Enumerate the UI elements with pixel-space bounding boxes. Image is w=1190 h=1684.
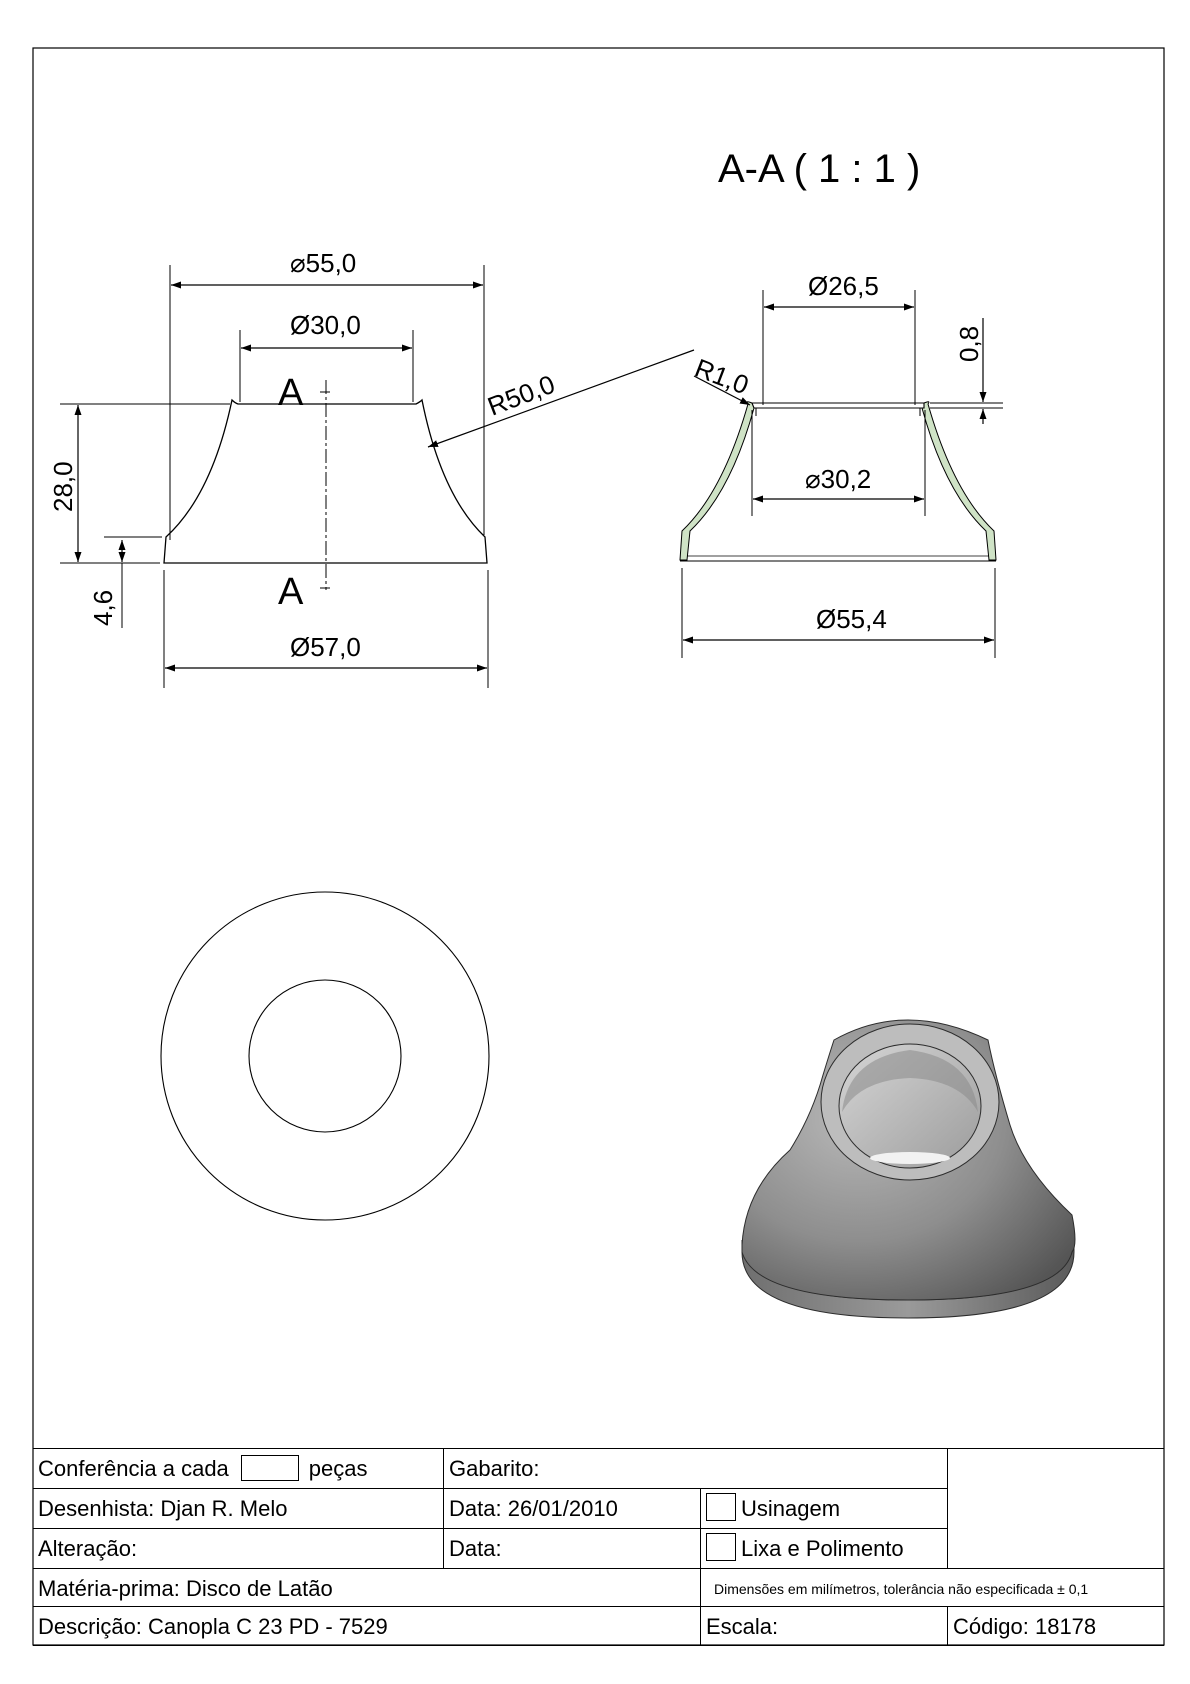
section-label-bottom: A (278, 571, 304, 613)
title-block (33, 1448, 1164, 1646)
pecas-label: peças (308, 1456, 368, 1481)
conferencia-quantity-field[interactable] (241, 1455, 299, 1481)
escala-label: Escala: (706, 1614, 779, 1639)
radius-leader (428, 350, 694, 447)
data-cell (444, 1489, 701, 1529)
front-view (48, 248, 694, 688)
dim-top-inner-label: Ø26,5 (808, 271, 879, 301)
data2-label: Data: (449, 1536, 502, 1561)
dim-thickness-label: 0,8 (954, 325, 984, 362)
dim-fillet-label: R1,0 (690, 352, 753, 401)
data2-cell (444, 1529, 701, 1569)
dim-height-label: 28,0 (48, 461, 78, 512)
section-wall-left (680, 402, 754, 560)
desenhista-label: Desenhista: (38, 1496, 155, 1521)
descricao-label: Descrição: (38, 1614, 142, 1639)
gabarito-label: Gabarito: (449, 1456, 540, 1481)
materia-cell (33, 1569, 701, 1607)
alteracao-label: Alteração: (38, 1536, 138, 1561)
dim-top-label: Ø30,0 (290, 310, 361, 340)
alteracao-cell (33, 1529, 444, 1569)
usinagem-cell (701, 1489, 948, 1529)
data-value: 26/01/2010 (507, 1496, 618, 1521)
lixa-checkbox[interactable] (706, 1533, 736, 1561)
gabarito-cell (444, 1449, 948, 1489)
conferencia-label: Conferência a cada (38, 1456, 229, 1481)
top-view-inner-circle (249, 980, 401, 1132)
dim-radius-label: R50,0 (483, 368, 559, 422)
top-view (161, 892, 489, 1220)
top-view-outer-circle (161, 892, 489, 1220)
dim-base-height-label: 4,6 (88, 589, 118, 626)
empty-cell-top-right (948, 1449, 1164, 1569)
descricao-cell (33, 1607, 701, 1646)
tolerancia-cell (701, 1569, 1164, 1607)
materia-label: Matéria-prima: (38, 1576, 180, 1601)
codigo-cell (948, 1607, 1164, 1646)
dim-outer-top-label: ⌀55,0 (290, 248, 357, 278)
codigo-value: 18178 (1034, 1614, 1097, 1639)
dim-base-label: Ø57,0 (290, 632, 361, 662)
tolerancia-note: Dimensões em milímetros, tolerância não especificada ± 0,1 (714, 1581, 1089, 1597)
section-view (680, 271, 1003, 658)
codigo-label: Código: (953, 1614, 1029, 1639)
iso-inner-bottom (870, 1152, 950, 1164)
dim-base-section-label: Ø55,4 (816, 604, 887, 634)
data-label: Data: (449, 1496, 502, 1521)
desenhista-value: Djan R. Melo (160, 1496, 288, 1521)
dim-inner-label: ⌀30,2 (805, 464, 872, 494)
escala-cell (701, 1607, 948, 1646)
section-label-top: A (278, 372, 304, 414)
section-top-lip (752, 403, 924, 408)
materia-value: Disco de Latão (185, 1576, 333, 1601)
desenhista-cell (33, 1489, 444, 1529)
usinagem-checkbox[interactable] (706, 1493, 736, 1521)
sheet-border (33, 48, 1164, 1645)
conferencia-cell (33, 1449, 444, 1489)
descricao-value: Canopla C 23 PD - 7529 (148, 1614, 388, 1639)
isometric-view (742, 1020, 1075, 1318)
section-wall-right (922, 402, 996, 560)
usinagem-label: Usinagem (741, 1496, 841, 1521)
lixa-cell (701, 1529, 948, 1569)
section-title: A-A ( 1 : 1 ) (718, 147, 921, 191)
lixa-label: Lixa e Polimento (741, 1536, 904, 1561)
